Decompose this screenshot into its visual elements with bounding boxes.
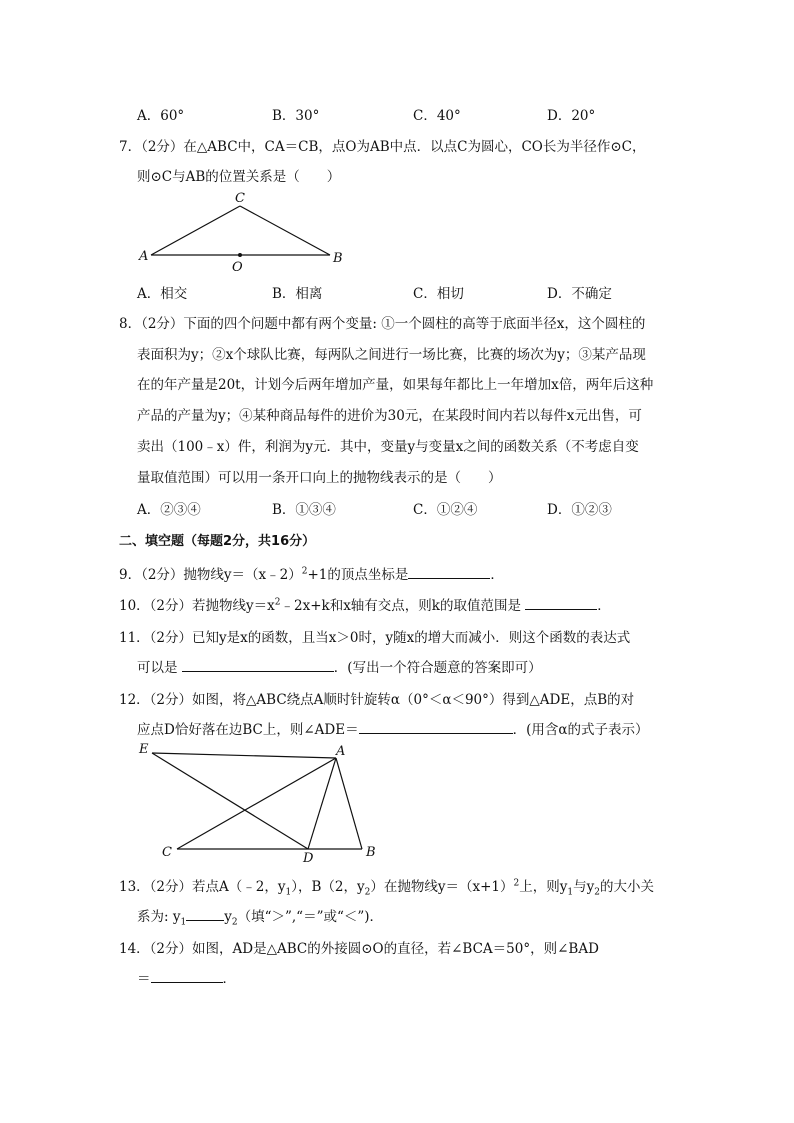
q12-text-line1: 12．（2分）如图，将△ABC绕点A顺时针旋转α（0°＜α＜90°）得到△ADE，点B的对 [119, 692, 635, 708]
q6-option-b: B．30° [272, 108, 320, 124]
q8-text-line1: 8．（2分）下面的四个问题中都有两个变量: ①一个圆柱的高等于底面半径x，这个圆柱的 [119, 316, 646, 332]
q8-text-line4: 产品的产量为y；④某种商品每件的进价为30元，在某段时间内若以每件x元出售，可 [137, 408, 642, 424]
q9-text: 9．（2分）抛物线y＝（x﹣2）$^2$+1的顶点坐标是 ． [119, 563, 504, 583]
q12-segment-ab [336, 758, 362, 849]
q12-text-line2: 应点D恰好落在边BC上，则∠ADE＝ ．(用含α的式子表示） [137, 718, 648, 738]
q14-text-line2: ＝ ． [137, 967, 236, 987]
q11-text-line1: 11．（2分）已知y是x的函数，且当x＞0时，y随x的增大而减小．则这个函数的表达式 [119, 630, 631, 646]
q7-label-a: A [139, 249, 149, 264]
section-fill-in-title: 二、填空题（每题2分，共16分） [119, 534, 316, 549]
q7-option-b: B．相离 [272, 286, 323, 302]
q7-option-d: D．不确定 [547, 286, 612, 302]
q7-option-a: A．相交 [137, 286, 188, 302]
q8-option-d: D．①②③ [547, 502, 612, 518]
q12-label-d: D [303, 851, 314, 866]
q10-text: 10．（2分）若抛物线$y=x^2﹣2x+k$和x轴有交点，则k的取值范围是 ． [119, 594, 611, 614]
q13-answer-blank[interactable] [186, 906, 224, 921]
q6-option-a: A．60° [137, 108, 185, 124]
q8-text-line3: 在的年产量是20t，计划今后两年增加产量，如果每年都比上一年增加x倍，两年后这种 [137, 377, 654, 393]
q6-option-c: C．40° [413, 108, 461, 124]
q8-text-line2: 表面积为y；②x个球队比赛，每两队之间进行一场比赛，比赛的场次为y；③某产品现 [137, 347, 646, 363]
q12-label-b: B [366, 845, 376, 860]
q13-text-line1: 13．（2分）若点A（﹣2，$y_1$），B（2，$y_2$）在抛物线$y=(x+1)^2$上，则$y_1$与$y_2$的大小关 [119, 878, 654, 898]
q8-option-c: C．①②④ [413, 502, 478, 518]
q6-option-d: D．20° [547, 108, 596, 124]
q7-label-o: O [232, 260, 243, 275]
q12-label-c: C [162, 845, 172, 860]
q12-label-e: E [139, 742, 149, 757]
q11-text-line2: 可以是 ．(写出一个符合题意的答案即可） [137, 656, 542, 676]
q14-text-line1: 14．（2分）如图，AD是△ABC的外接圆⊙O的直径，若∠BCA＝50°，则∠BAD [119, 941, 599, 957]
q7-label-b: B [333, 251, 343, 266]
q8-text-line6: 量取值范围）可以用一条开口向上的抛物线表示的是（ ） [137, 470, 502, 486]
q8-option-b: B．①③④ [272, 502, 336, 518]
q12-segment-ed [152, 753, 308, 849]
q12-segment-ea [152, 753, 336, 758]
q8-option-a: A．②③④ [137, 502, 201, 518]
q12-label-a: A [336, 744, 346, 759]
q14-answer-blank[interactable] [151, 968, 223, 983]
q13-text-line2: 系为: $y_1$ $y_2$（填“＞”,“＝”或“＜”)． [137, 905, 383, 928]
q7-text-line2: 则⊙C与AB的位置关系是（ ） [137, 169, 341, 185]
q7-option-c: C．相切 [413, 286, 464, 302]
q7-text-line1: 7．（2分）在△ABC中，CA＝CB，点O为AB中点．以点C为圆心，CO长为半径作⊙C， [119, 139, 646, 155]
q8-text-line5: 卖出（100﹣x）件，利润为y元．其中，变量y与变量x之间的函数关系（不考虑自变 [137, 439, 639, 455]
q7-label-c: C [235, 191, 245, 206]
